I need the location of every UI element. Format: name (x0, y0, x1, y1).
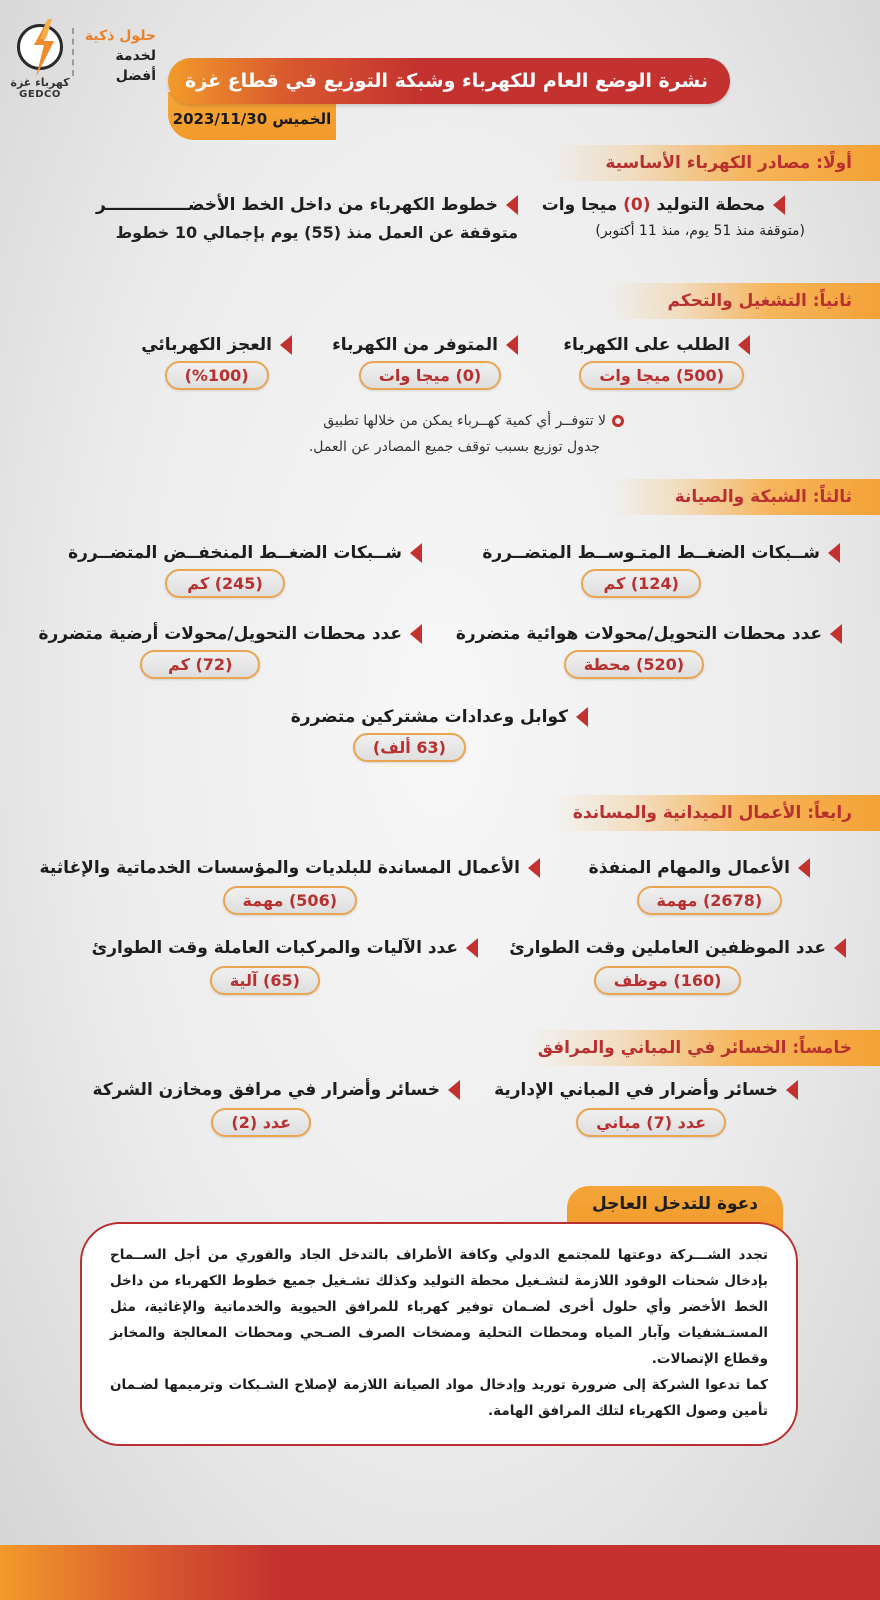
item-label: العجز الكهربائي (141, 335, 272, 355)
value-badge: (160) موظف (594, 966, 742, 995)
section-header-network-maintenance: ثالثاً: الشبكة والصيانة (610, 479, 880, 515)
item-label: عدد محطات التحويل/محولات أرضية متضررة (38, 624, 402, 644)
bullet-triangle-icon (830, 624, 842, 644)
bullet-triangle-icon (773, 195, 785, 215)
item-label: عدد الآليات والمركبات العاملة وقت الطوارئ (91, 938, 458, 958)
value-badge: عدد (7) مباني (576, 1108, 726, 1137)
item-admin-buildings-losses (494, 1080, 798, 1137)
logo-divider (72, 28, 74, 76)
no-power-note: لا تتوفــر أي كمية كهــرباء يمكن من خلالها تطبيق جدول توزيع بسبب توقف جميع المصادر عن العمل. (244, 408, 624, 460)
item-label: شــبكات الضغــط المنخفــض المتضــررة (68, 543, 402, 563)
item-label: عدد محطات التحويل/محولات هوائية متضررة (455, 624, 822, 644)
bullet-triangle-icon (506, 335, 518, 355)
value-badge: (520) محطة (564, 650, 704, 679)
value-badge: (72) كم (140, 650, 260, 679)
section-header-power-sources: أولًا: مصادر الكهرباء الأساسية (550, 145, 880, 181)
item-subtext: (متوقفة منذ 51 يوم، منذ 11 أكتوبر) (595, 223, 805, 239)
bullet-triangle-icon (576, 707, 588, 727)
item-emergency-vehicles (92, 938, 478, 995)
bullet-triangle-icon (466, 938, 478, 958)
item-label: كوابل وعدادات مشتركين متضررة (290, 707, 568, 727)
section-header-field-work: رابعاً: الأعمال الميدانية والمساندة (550, 795, 880, 831)
urgent-call-box (80, 1222, 798, 1446)
bullet-triangle-icon (506, 195, 518, 215)
item-label: الأعمال المساندة للبلديات والمؤسسات الخدماتية والإغاثية (39, 858, 520, 878)
item-ground-substations (38, 624, 422, 679)
item-label: الطلب على الكهرباء (563, 335, 730, 355)
section-header-losses: خامساً: الخسائر في المباني والمرافق (530, 1030, 880, 1066)
bullet-triangle-icon (528, 858, 540, 878)
logo-circle (17, 24, 63, 70)
bullet-triangle-icon (738, 335, 750, 355)
value-badge: (124) كم (581, 569, 701, 598)
item-label: المتوفر من الكهرباء (332, 335, 498, 355)
item-cables-meters (291, 707, 588, 762)
value-badge: (0) ميجا وات (359, 361, 501, 390)
item-label: الأعمال والمهام المنفذة (588, 858, 790, 878)
bullet-triangle-icon (410, 624, 422, 644)
item-generation-plant (541, 195, 805, 239)
item-electricity-demand (563, 335, 750, 390)
bullet-triangle-icon (448, 1080, 460, 1100)
item-label: عدد الموظفين العاملين وقت الطوارئ (509, 938, 826, 958)
item-electricity-available (332, 335, 518, 390)
item-green-line-power (96, 195, 518, 242)
item-overhead-substations (456, 624, 842, 679)
slogan-line-2: لخدمة أفضل (115, 48, 156, 84)
urgent-call-title: دعوة للتدخل العاجل (567, 1186, 783, 1240)
item-emergency-staff (509, 938, 846, 995)
item-support-works (40, 858, 540, 915)
section-header-operation-control: ثانياً: التشغيل والتحكم (610, 283, 880, 319)
item-electricity-deficit (141, 335, 292, 390)
item-lv-networks (68, 543, 422, 598)
bullet-triangle-icon (834, 938, 846, 958)
value-badge: (65) آلية (210, 966, 320, 995)
value-badge: (2678) مهمة (637, 886, 783, 915)
urgent-call-paragraph-1: تجدد الشـــركة دوعتها للمجتمع الدولي وكافة الأطراف بالتدخل الجاد والفوري من أجل الســماح بإدخال شحنات الوقود اللازمة لتشـغيل محطة التوليد وكذلك تشـغيل جميع خطوط الكهرباء من داخل الخط الأخضر وأي حلول أخرى لضـمان توفير كهرباء للمرافق الحيوية والخدماتية والإغاثية، مثل المستـشفيات وآبار المياه ومحطات التحلية ومضخات الصرف الصـحي ومحطات المعالجة والمخابز وقطاع الإتصالات. (110, 1247, 768, 1367)
item-label: خسائر وأضرار في المباني الإدارية (494, 1080, 778, 1100)
value-badge: (245) كم (165, 569, 285, 598)
item-label: خسائر وأضرار في مرافق ومخازن الشركة (92, 1080, 440, 1100)
bullet-triangle-icon (828, 543, 840, 563)
footer-bar (0, 1545, 880, 1600)
item-label: خطوط الكهرباء من داخل الخط الأخضــــــــــــــر (96, 195, 498, 215)
value-badge: عدد (2) (211, 1108, 311, 1137)
item-subtext: متوقفة عن العمل منذ (55) يوم بإجمالي 10 خطوط (115, 223, 518, 242)
bullet-triangle-icon (786, 1080, 798, 1100)
item-facilities-warehouses-losses (92, 1080, 460, 1137)
slogan-line-1: حلول ذكية (84, 28, 156, 44)
bullet-triangle-icon (410, 543, 422, 563)
item-label: محطة التوليد (0) ميجا وات (541, 195, 765, 215)
logo-arabic-name: كهرباء غزة (10, 76, 70, 89)
gedco-logo (10, 18, 70, 118)
date-badge: الخميس 2023/11/30 (168, 92, 336, 140)
item-tasks-executed (589, 858, 810, 915)
bullet-triangle-icon (280, 335, 292, 355)
value-badge: (500) ميجا وات (579, 361, 744, 390)
value-badge: (506) مهمة (223, 886, 358, 915)
value-badge: (63 ألف) (353, 733, 466, 762)
item-label: شــبكات الضغــط المتـوســط المتضــررة (482, 543, 820, 563)
item-mv-networks (482, 543, 840, 598)
logo-english-name: GEDCO (19, 89, 61, 100)
slogan (76, 26, 156, 86)
lightning-bolt-icon (28, 19, 58, 77)
circle-bullet-icon (612, 415, 624, 427)
urgent-call-paragraph-2: كما تدعوا الشركة إلى ضرورة توريد وإدخال مواد الصيانة اللازمة لإصلاح الشـبكات وترميمها لضـمان تأمين وصول الكهرباء لتلك المرافق الهامة. (110, 1377, 768, 1419)
page-title: نشرة الوضع العام للكهرباء وشبكة التوزيع في قطاع غزة (168, 58, 730, 104)
value-badge: (%100) (165, 361, 269, 390)
bullet-triangle-icon (798, 858, 810, 878)
